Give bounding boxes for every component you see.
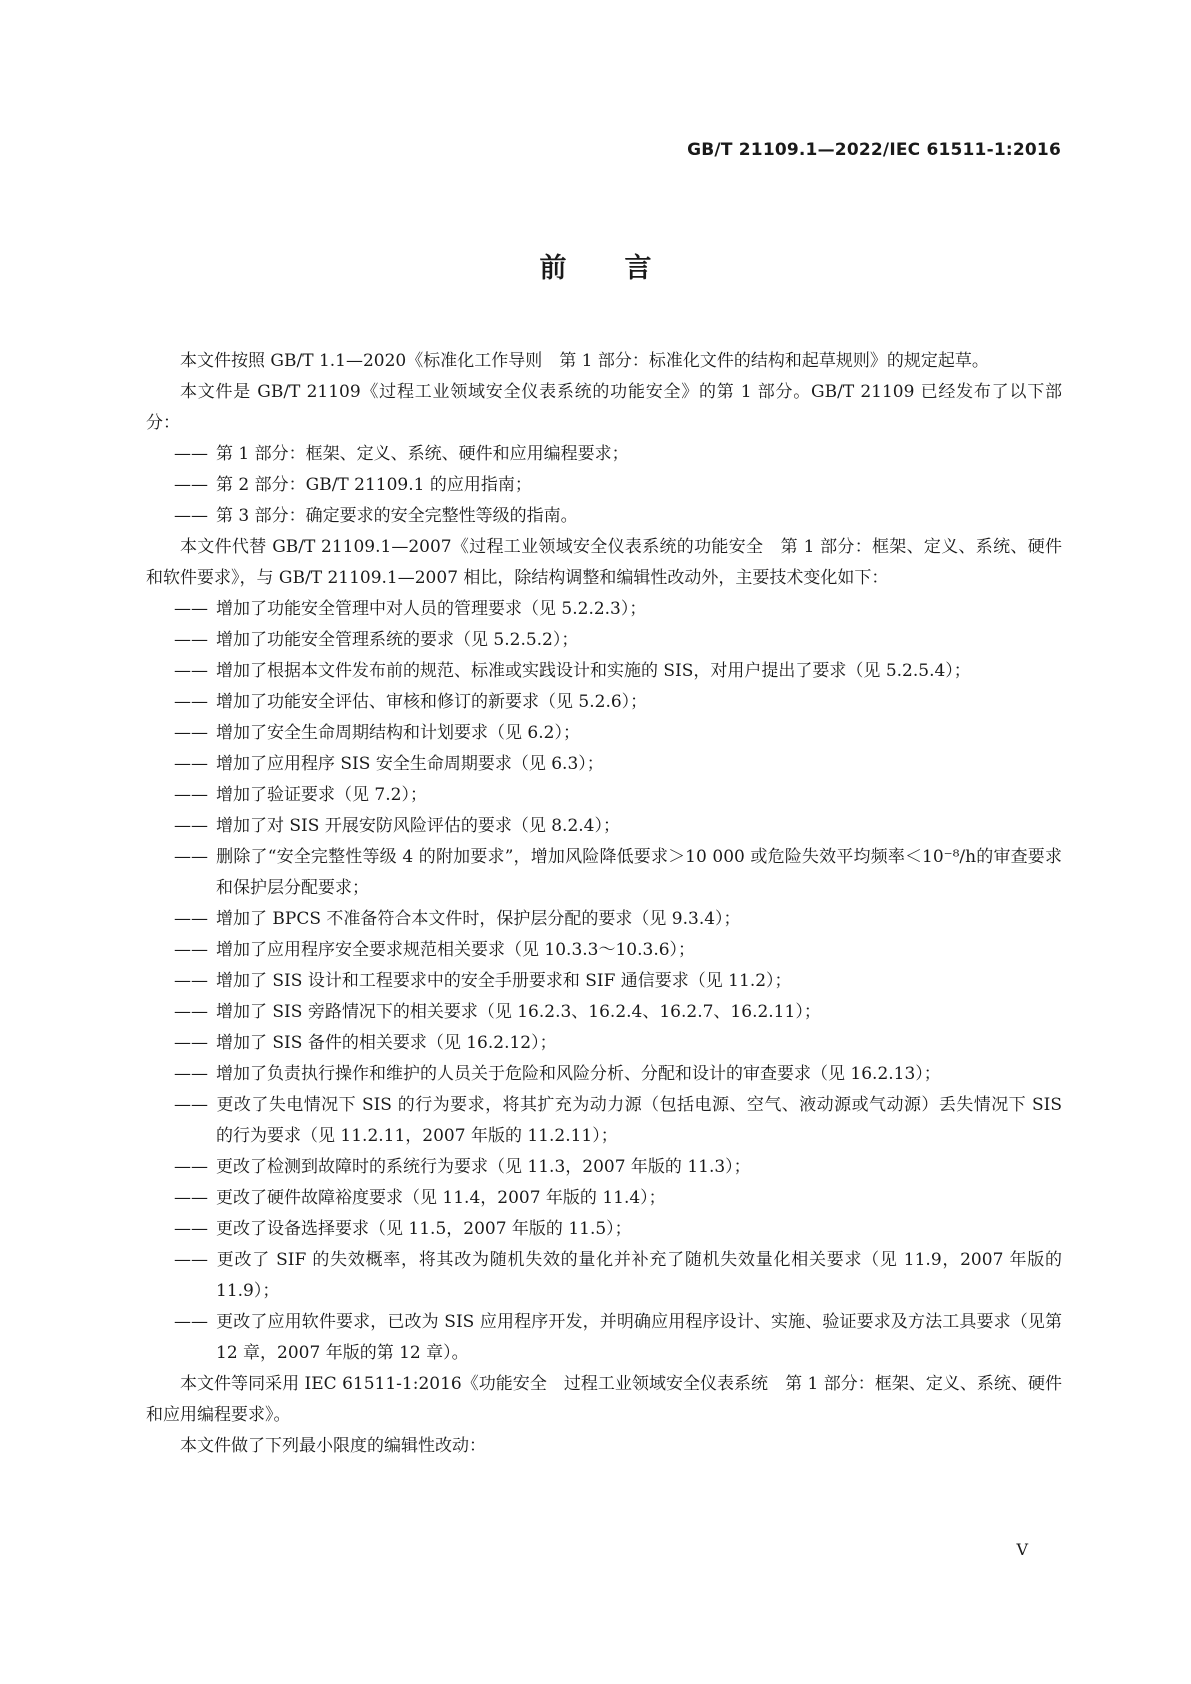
list-item-part-2: —— 第 2 部分：GB/T 21109.1 的应用指南；: [146, 470, 1062, 501]
list-dash: ——: [174, 1250, 208, 1270]
list-dash: ——: [174, 661, 208, 681]
change-item: —— 增加了负责执行操作和维护的人员关于危险和风险分析、分配和设计的审查要求（见 16.2.13）；: [146, 1059, 1062, 1090]
change-item: —— 增加了 SIS 旁路情况下的相关要求（见 16.2.3、16.2.4、16.2.7、16.2.11）；: [146, 997, 1062, 1028]
change-item: —— 更改了失电情况下 SIS 的行为要求，将其扩充为动力源（包括电源、空气、液动源或气动源）丢失情况下 SIS 的行为要求（见 11.2.11，2007 年版的 11.2.11）；: [146, 1090, 1062, 1152]
list-dash: ——: [174, 1064, 208, 1084]
list-dash: ——: [174, 1312, 208, 1332]
change-item: —— 更改了检测到故障时的系统行为要求（见 11.3，2007 年版的 11.3）；: [146, 1152, 1062, 1183]
adoption-paragraph: 本文件等同采用 IEC 61511-1:2016《功能安全 过程工业领域安全仪表系统 第 1 部分：框架、定义、系统、硬件和应用编程要求》。: [146, 1374, 1062, 1425]
list-dash: ——: [174, 1219, 208, 1239]
list-dash: ——: [174, 444, 208, 464]
list-dash: ——: [174, 909, 208, 929]
change-item: —— 更改了 SIF 的失效概率，将其改为随机失效的量化并补充了随机失效量化相关要求（见 11.9，2007 年版的 11.9）；: [146, 1245, 1062, 1307]
change-item: —— 更改了应用软件要求，已改为 SIS 应用程序开发，并明确应用程序设计、实施、验证要求及方法工具要求（见第 12 章，2007 年版的第 12 章）。: [146, 1307, 1062, 1369]
change-item: —— 增加了功能安全管理中对人员的管理要求（见 5.2.2.3）；: [146, 594, 1062, 625]
list-dash: ——: [174, 723, 208, 743]
list-dash: ——: [174, 785, 208, 805]
list-dash: ——: [174, 1188, 208, 1208]
change-item: —— 增加了 SIS 设计和工程要求中的安全手册要求和 SIF 通信要求（见 11.2）；: [146, 966, 1062, 997]
list-dash: ——: [174, 816, 208, 836]
change-item: —— 更改了设备选择要求（见 11.5，2007 年版的 11.5）；: [146, 1214, 1062, 1245]
change-item: —— 删除了“安全完整性等级 4 的附加要求”，增加风险降低要求＞10 000 或危险失效平均频率＜10⁻⁸/h的审查要求和保护层分配要求；: [146, 842, 1062, 904]
change-item: —— 增加了 BPCS 不准备符合本文件时，保护层分配的要求（见 9.3.4）；: [146, 904, 1062, 935]
list-dash: ——: [174, 506, 208, 526]
standard-number: GB/T 21109.1—2022/IEC 61511-1:2016: [687, 140, 1061, 160]
page-number: V: [1016, 1540, 1028, 1559]
list-dash: ——: [174, 940, 208, 960]
list-dash: ——: [174, 475, 208, 495]
list-dash: ——: [174, 1095, 208, 1115]
editorial-changes-paragraph: 本文件做了下列最小限度的编辑性改动：: [180, 1436, 486, 1456]
change-item: —— 增加了 SIS 备件的相关要求（见 16.2.12）；: [146, 1028, 1062, 1059]
list-dash: ——: [174, 692, 208, 712]
list-dash: ——: [174, 847, 208, 867]
change-item: —— 增加了应用程序 SIS 安全生命周期要求（见 6.3）；: [146, 749, 1062, 780]
list-dash: ——: [174, 599, 208, 619]
list-dash: ——: [174, 754, 208, 774]
change-item: —— 增加了根据本文件发布前的规范、标准或实践设计和实施的 SIS，对用户提出了要求（见 5.2.5.4）；: [146, 656, 1062, 687]
list-dash: ——: [174, 1033, 208, 1053]
change-item: —— 增加了功能安全管理系统的要求（见 5.2.5.2）；: [146, 625, 1062, 656]
drafting-rule-paragraph: 本文件按照 GB/T 1.1—2020《标准化工作导则 第 1 部分：标准化文件的结构和起草规则》的规定起草。: [180, 351, 989, 371]
body-text: [146, 346, 1062, 1462]
list-dash: ——: [174, 630, 208, 650]
list-item-part-3: —— 第 3 部分：确定要求的安全完整性等级的指南。: [146, 501, 1062, 532]
change-item: —— 增加了安全生命周期结构和计划要求（见 6.2）；: [146, 718, 1062, 749]
change-item: —— 增加了应用程序安全要求规范相关要求（见 10.3.3～10.3.6）；: [146, 935, 1062, 966]
list-dash: ——: [174, 1002, 208, 1022]
change-item: —— 更改了硬件故障裕度要求（见 11.4，2007 年版的 11.4）；: [146, 1183, 1062, 1214]
change-item: —— 增加了对 SIS 开展安防风险评估的要求（见 8.2.4）；: [146, 811, 1062, 842]
list-dash: ——: [174, 971, 208, 991]
page-title: 前言: [539, 253, 710, 284]
list-dash: ——: [174, 1157, 208, 1177]
change-item: —— 增加了验证要求（见 7.2）；: [146, 780, 1062, 811]
parts-intro-paragraph: 本文件是 GB/T 21109《过程工业领域安全仪表系统的功能安全》的第 1 部分。GB/T 21109 已经发布了以下部分：: [146, 382, 1062, 433]
replacement-paragraph: 本文件代替 GB/T 21109.1—2007《过程工业领域安全仪表系统的功能安全 第 1 部分：框架、定义、系统、硬件和软件要求》，与 GB/T 21109.1—2007 相比，除结构调整和编辑性改动外，主要技术变化如下：: [146, 537, 1062, 588]
change-item: —— 增加了功能安全评估、审核和修订的新要求（见 5.2.6）；: [146, 687, 1062, 718]
list-item-part-1: —— 第 1 部分：框架、定义、系统、硬件和应用编程要求；: [146, 439, 1062, 470]
